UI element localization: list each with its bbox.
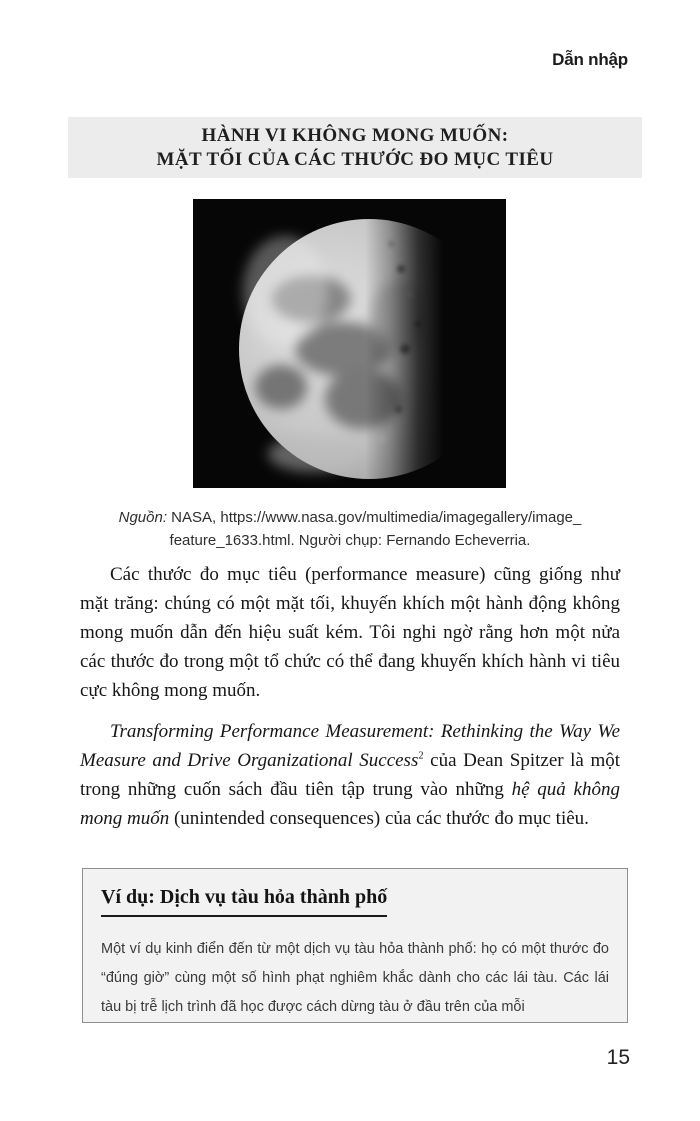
figure-caption bbox=[80, 506, 620, 552]
chapter-title-box bbox=[68, 117, 642, 178]
running-head: Dẫn nhập bbox=[552, 50, 628, 69]
page-number: 15 bbox=[606, 1046, 630, 1069]
body-text bbox=[80, 560, 620, 833]
caption-line1: NASA, https://www.nasa.gov/multimedia/imagegallery/image_ bbox=[167, 509, 582, 526]
chapter-title-line1: HÀNH VI KHÔNG MONG MUỐN: bbox=[201, 124, 509, 146]
example-box-title: Ví dụ: Dịch vụ tàu hỏa thành phố bbox=[101, 884, 387, 917]
caption-source-label: Nguồn: bbox=[118, 509, 167, 526]
moon-terminator-shadow bbox=[193, 199, 506, 488]
paragraph-2: Transforming Performance Measurement: Rethinking the Way We Measure and Drive Organizational Success$^2$ của Dean Spitzer là một trong những cuốn sách đầu tiên tập trung vào những hệ quả không mong muốn (unintended consequences) của các thước đo mục tiêu. bbox=[80, 721, 621, 829]
example-box bbox=[82, 868, 628, 1023]
chapter-title-line2: MẶT TỐI CỦA CÁC THƯỚC ĐO MỤC TIÊU bbox=[156, 148, 554, 170]
paragraph-1: Các thước đo mục tiêu (performance measure) cũng giống như mặt trăng: chúng có một mặt tối, khuyến khích một hành động không mong muốn dẫn đến hiệu suất kém. Tôi nghi ngờ rằng hơn một nửa các thước đo trong một tổ chức có thể đang khuyến khích hành vi tiêu cực không mong muốn. bbox=[80, 564, 620, 701]
moon-figure bbox=[193, 199, 506, 488]
caption-line2: feature_1633.html. Người chụp: Fernando Echeverria. bbox=[169, 532, 531, 549]
moon-photo-illustration bbox=[193, 199, 506, 488]
example-box-body: Một ví dụ kinh điển đến từ một dịch vụ tàu hỏa thành phố: họ có một thước đo “đúng giờ” cùng một số hình phạt nghiêm khắc dành cho các lái tàu. Các lái tàu bị trễ lịch trình đã học được cách dừng tàu ở đầu trên của mỗi bbox=[101, 941, 609, 1015]
